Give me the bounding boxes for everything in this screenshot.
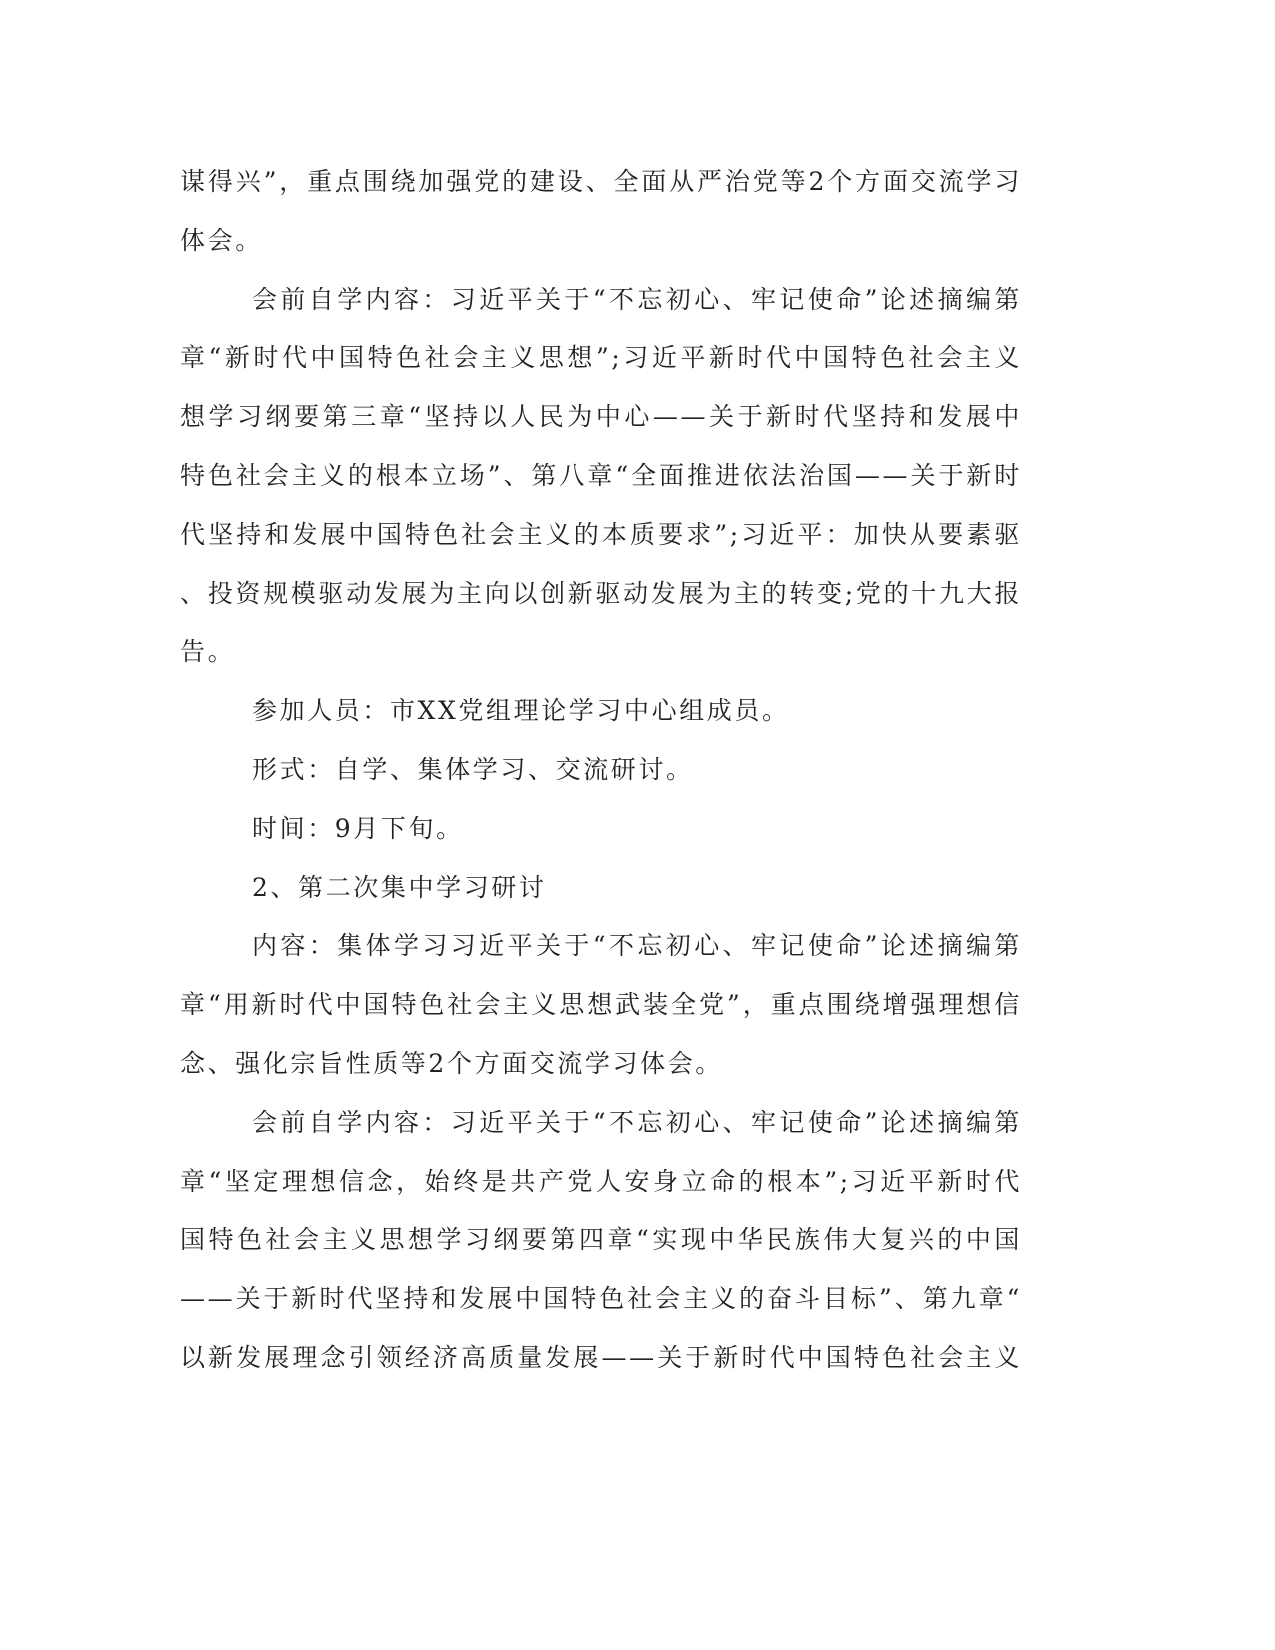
paragraph xyxy=(180,859,1022,918)
text-line: 2、第二次集中学习研讨 xyxy=(252,872,547,902)
text-line: 告。 xyxy=(180,637,236,667)
text-line: 想学习纲要第三章“坚持以人民为中心——关于新时代坚持和发展中 xyxy=(180,402,1022,432)
paragraph xyxy=(180,682,1022,741)
text-line: 特色社会主义的根本立场”、第八章“全面推进依法治国——关于新时 xyxy=(180,460,1022,490)
paragraph xyxy=(180,153,1022,271)
paragraph xyxy=(180,800,1022,859)
text-line: 代坚持和发展中国特色社会主义的本质要求”;习近平：加快从要素驱 xyxy=(180,519,1022,549)
paragraph xyxy=(180,741,1022,800)
document-body xyxy=(180,153,1022,1388)
text-line: 谋得兴”，重点围绕加强党的建设、全面从严治党等2个方面交流学习 xyxy=(180,167,1022,196)
text-line: 以新发展理念引领经济高质量发展——关于新时代中国特色社会主义 xyxy=(180,1342,1022,1372)
text-line: 念、强化宗旨性质等2个方面交流学习体会。 xyxy=(180,1048,723,1078)
text-line: 章“用新时代中国特色社会主义思想武装全党”，重点围绕增强理想信 xyxy=(180,990,1022,1020)
text-line: ——关于新时代坚持和发展中国特色社会主义的奋斗目标”、第九章“ xyxy=(180,1284,1022,1314)
text-line: 时间：9月下旬。 xyxy=(252,813,464,843)
text-line: 、投资规模驱动发展为主向以创新驱动发展为主的转变;党的十九大报 xyxy=(180,578,1022,608)
paragraph xyxy=(180,1094,1022,1388)
text-line: 章“坚定理想信念，始终是共产党人安身立命的根本”;习近平新时代 xyxy=(180,1166,1022,1196)
text-line: 形式：自学、集体学习、交流研讨。 xyxy=(252,754,694,784)
text-line: 章“新时代中国特色社会主义思想”;习近平新时代中国特色社会主义 xyxy=(180,343,1022,373)
text-line: 国特色社会主义思想学习纲要第四章“实现中华民族伟大复兴的中国 xyxy=(180,1225,1022,1255)
text-line: 内容：集体学习习近平关于“不忘初心、牢记使命”论述摘编第 xyxy=(252,931,1022,961)
paragraph xyxy=(180,271,1022,683)
text-line: 体会。 xyxy=(180,225,263,255)
text-line: 参加人员：市XX党组理论学习中心组成员。 xyxy=(252,696,790,726)
paragraph xyxy=(180,917,1022,1093)
text-line: 会前自学内容：习近平关于“不忘初心、牢记使命”论述摘编第 xyxy=(252,284,1022,314)
text-line: 会前自学内容：习近平关于“不忘初心、牢记使命”论述摘编第 xyxy=(252,1107,1022,1137)
